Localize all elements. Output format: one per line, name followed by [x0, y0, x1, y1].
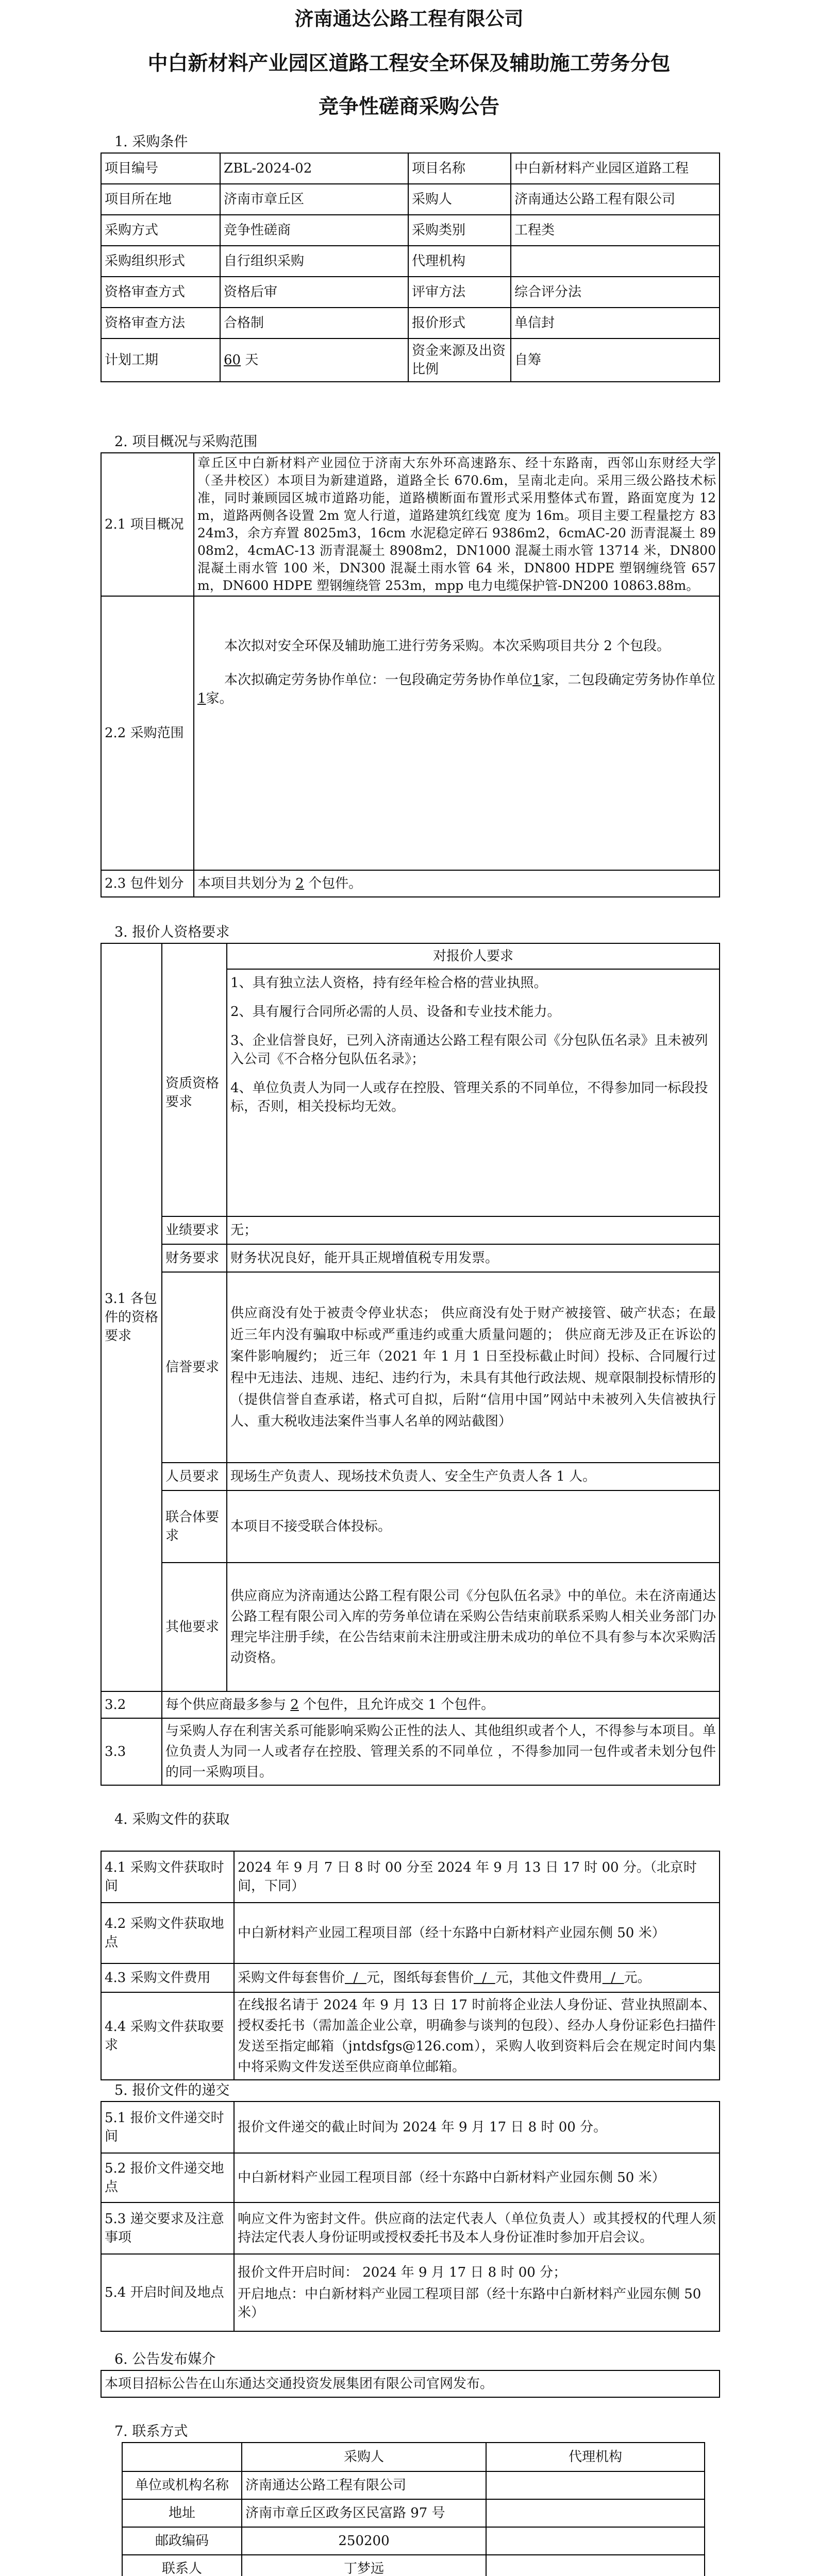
field-label: 3.2 [101, 1691, 162, 1718]
table-row [101, 1718, 720, 1785]
table-row [101, 215, 720, 246]
table-row [101, 943, 720, 969]
column-header: 对报价人要求 [227, 943, 720, 969]
field-value: 响应文件为密封文件。供应商的法定代表人（单位负责人）或其授权的代理人须持法定代表人身份证明或授权委托书及本人身份证准时参加开启会议。 [234, 2202, 720, 2254]
section-3 [0, 922, 818, 1786]
field-value: 济南通达公路工程有限公司 [511, 184, 720, 215]
table-row [101, 1463, 720, 1490]
section-1 [0, 132, 818, 382]
table-row [101, 1216, 720, 1244]
table-row [101, 2102, 720, 2153]
field-value: 济南市章丘区 [220, 184, 408, 215]
field-value [486, 2555, 705, 2576]
field-label: 联系人 [122, 2555, 242, 2576]
document-acquisition-table [101, 1851, 720, 2080]
field-value: 采购文件每套售价 / 元，图纸每套售价 / 元，其他文件费用 / 元。 [234, 1963, 720, 1992]
table-row [101, 338, 720, 382]
section-5-heading: 5. 报价文件的递交 [114, 2082, 230, 2098]
field-value [511, 246, 720, 277]
field-value: 报价文件开启时间： 2024 年 9 月 17 日 8 时 00 分； 开启地点：中白新材料产业园工程项目部（经十东路中白新材料产业园东侧 50 米） [234, 2254, 720, 2331]
field-label: 业绩要求 [162, 1216, 227, 1244]
section-3-heading: 3. 报价人资格要求 [114, 924, 230, 940]
field-label: 其他要求 [162, 1563, 227, 1691]
field-label: 项目所在地 [101, 184, 220, 215]
section-4-heading: 4. 采购文件的获取 [114, 1811, 230, 1827]
field-label: 代理机构 [408, 246, 511, 277]
field-value: 现场生产负责人、现场技术负责人、安全生产负责人各 1 人。 [227, 1463, 720, 1490]
table-row [122, 2555, 705, 2576]
field-value: 济南通达公路工程有限公司 [242, 2471, 486, 2499]
field-label: 财务要求 [162, 1244, 227, 1272]
duration-value: 60 [224, 352, 241, 368]
field-value: 报价文件递交的截止时间为 2024 年 9 月 17 日 8 时 00 分。 [234, 2102, 720, 2153]
field-label: 4.4 采购文件获取要求 [101, 1992, 234, 2080]
field-label: 资格审查方式 [101, 277, 220, 308]
field-value: 丁梦远 [242, 2555, 486, 2576]
field-label: 5.4 开启时间及地点 [101, 2254, 234, 2331]
table-row [101, 870, 720, 897]
field-label: 采购类别 [408, 215, 511, 246]
field-value: 中白新材料产业园工程项目部（经十东路中白新材料产业园东侧 50 米） [234, 2153, 720, 2202]
field-value: 无； [227, 1216, 720, 1244]
table-row [101, 2254, 720, 2331]
scope-paragraph: 本次拟对安全环保及辅助施工进行劳务采购。本次采购项目共分 2 个包段。 [224, 638, 671, 654]
project-title: 中白新材料产业园区道路工程安全环保及辅助施工劳务分包 [147, 52, 671, 75]
table-row [101, 1490, 720, 1563]
table-row [101, 453, 720, 596]
field-label: 人员要求 [162, 1463, 227, 1490]
field-label: 4.3 采购文件费用 [101, 1963, 234, 1992]
field-value: 财务状况良好，能开具正规增值税专用发票。 [227, 1244, 720, 1272]
field-value: 章丘区中白新材料产业园位于济南大东外环高速路东、经十东路南，西邻山东财经大学 （圣井校区）本项目为新建道路，道路全长 670.6m，呈南北走向。采用三级公路技术标准，同时兼顾园区城市道路功能，道路横断面布置形式采用整体式布置，路面宽度为 12m，道路两侧各设置 2m 宽人行道，道路建筑红线宽 度为 16m。项目主要工程量挖方 8324m3，余方弃置 8025m3，16cm 水泥稳定碎石 9386m2，6cmAC-20 沥青混凝土 8908m2，4cmAC-13 沥青混凝土 8908m2，DN1000 混凝土雨水管 13714 米，DN800 混凝土雨水管 100 米，DN300 混凝土雨水管 64 米，DN800 HDPE 塑钢缠绕管 657m，DN600 HDPE 塑钢缠绕管 253m，mpp 电力电缆保护管-DN200 10863.88m。 [194, 453, 720, 596]
project-overview-table [101, 452, 720, 897]
field-value: 2024 年 9 月 7 日 8 时 00 分至 2024 年 9 月 13 日 17 时 00 分。（北京时间，下同） [234, 1851, 720, 1903]
field-value [194, 596, 720, 870]
section-6-heading: 6. 公告发布媒介 [114, 2351, 216, 2367]
field-label: 信誉要求 [162, 1272, 227, 1463]
field-value: 竞争性磋商 [220, 215, 408, 246]
field-value: 合格制 [220, 308, 408, 338]
qualification-table [101, 943, 720, 1786]
field-label: 4.2 采购文件获取地点 [101, 1903, 234, 1963]
field-value: 250200 [242, 2527, 486, 2555]
column-header: 采购人 [242, 2443, 486, 2471]
table-row [122, 2443, 705, 2471]
field-value: 中白新材料产业园工程项目部（经十东路中白新材料产业园东侧 50 米） [234, 1903, 720, 1963]
field-value: 自筹 [511, 338, 720, 382]
list-item: 3、企业信誉良好，已列入济南通达公路工程有限公司《分包队伍名录》且未被列入公司《不合格分包队伍名录》； [230, 1033, 708, 1067]
field-label: 2.2 采购范围 [101, 596, 194, 870]
table-row [101, 153, 720, 184]
table-row [101, 2202, 720, 2254]
table-row [122, 2499, 705, 2527]
field-label: 采购方式 [101, 215, 220, 246]
table-row [101, 1244, 720, 1272]
table-row [101, 2370, 720, 2397]
field-label: 资格审查方法 [101, 308, 220, 338]
field-value: 与采购人存在利害关系可能影响采购公正性的法人、其他组织或者个人，不得参与本项目。单位负责人为同一人或者存在控股、管理关系的不同单位 ，不得参加同一包件或者未划分包件的同一采购项目。 [162, 1718, 720, 1785]
table-row [101, 1272, 720, 1463]
scope-paragraph: 本次拟确定劳务协作单位：一包段确定劳务协作单位1家，二包段确定劳务协作单位1家。 [197, 672, 715, 706]
media-table [101, 2370, 720, 2398]
field-label: 2.1 项目概况 [101, 453, 194, 596]
field-label: 采购人 [408, 184, 511, 215]
section-7-heading: 7. 联系方式 [114, 2424, 188, 2439]
field-value [227, 969, 720, 1216]
notice-type-title: 竞争性磋商采购公告 [318, 95, 499, 118]
field-label: 2.3 包件划分 [101, 870, 194, 897]
notice-header [0, 0, 818, 118]
section-2-heading: 2. 项目概况与采购范围 [114, 434, 258, 450]
field-label: 资质资格要求 [162, 969, 227, 1216]
field-label: 项目名称 [408, 153, 511, 184]
table-row [101, 1992, 720, 2080]
table-row [101, 1903, 720, 1963]
field-value: ZBL-2024-02 [220, 153, 408, 184]
field-value: 供应商没有处于被责令停业状态； 供应商没有处于财产被接管、破产状态；在最近三年内没有骗取中标或严重违约或重大质量问题的； 供应商无涉及正在诉讼的案件影响履约； 近三年（2021 年 1 月 1 日至投标截止时间）投标、合同履行过程中无违法、违规、违纪、违约行为，未具有其他行政法规、规章限制投标情形的（提供信誉自查承诺，格式可自拟，后附“信用中国”网站中未被列入失信被执行人、重大税收违法案件当事人名单的网站截图） [227, 1272, 720, 1463]
table-row [101, 2153, 720, 2202]
field-label: 采购组织形式 [101, 246, 220, 277]
field-value: 济南市章丘区政务区民富路 97 号 [242, 2499, 486, 2527]
table-row [101, 277, 720, 308]
field-value: 资格后审 [220, 277, 408, 308]
field-value: 在线报名请于 2024 年 9 月 13 日 17 时前将企业法人身份证、营业执照副本、授权委托书（需加盖企业公章，明确参与谈判的包段）、经办人身份证彩色扫描件发送至指定邮箱（jntdsfgs@126.com），采购人收到资料后会在规定时间内集中将采购文件发送至供应商单位邮箱。 [234, 1992, 720, 2080]
field-value: 每个供应商最多参与 2 个包件，且允许成交 1 个包件。 [162, 1691, 720, 1718]
contact-table [122, 2442, 705, 2576]
section-1-heading: 1. 采购条件 [114, 134, 188, 150]
field-label: 5.1 报价文件递交时间 [101, 2102, 234, 2153]
field-label: 4.1 采购文件获取时间 [101, 1851, 234, 1903]
field-value [486, 2527, 705, 2555]
field-label: 邮政编码 [122, 2527, 242, 2555]
column-header: 代理机构 [486, 2443, 705, 2471]
field-label: 报价形式 [408, 308, 511, 338]
list-item: 1、具有独立法人资格，持有经年检合格的营业执照。 [230, 975, 547, 991]
field-value [486, 2499, 705, 2527]
field-value [486, 2471, 705, 2499]
table-row [122, 2471, 705, 2499]
field-value: 本项目招标公告在山东通达交通投资发展集团有限公司官网发布。 [101, 2370, 720, 2397]
section-7 [0, 2421, 818, 2576]
field-value: 单信封 [511, 308, 720, 338]
field-value: 本项目共划分为 2 个包件。 [194, 870, 720, 897]
table-row [101, 969, 720, 1216]
company-title: 济南通达公路工程有限公司 [294, 7, 524, 30]
table-row [101, 1563, 720, 1691]
field-label: 3.1 各包件的资格要求 [101, 943, 162, 1691]
field-label: 资金来源及出资比例 [408, 338, 511, 382]
field-label: 5.3 递交要求及注意事项 [101, 2202, 234, 2254]
table-row [101, 308, 720, 338]
section-2 [0, 432, 818, 897]
list-item: 4、单位负责人为同一人或存在控股、管理关系的不同单位，不得参加同一标段投标，否则，相关投标均无效。 [230, 1080, 708, 1114]
submission-table [101, 2101, 720, 2332]
purchase-conditions-table [101, 152, 720, 382]
field-label: 评审方法 [408, 277, 511, 308]
field-value: 综合评分法 [511, 277, 720, 308]
section-5 [0, 2080, 818, 2332]
section-6 [0, 2349, 818, 2398]
table-row [101, 246, 720, 277]
field-label: 单位或机构名称 [122, 2471, 242, 2499]
field-label: 联合体要求 [162, 1490, 227, 1563]
field-value: 中白新材料产业园区道路工程 [511, 153, 720, 184]
field-value: 工程类 [511, 215, 720, 246]
table-row [122, 2527, 705, 2555]
field-value: 60 天 [220, 338, 408, 382]
field-label: 项目编号 [101, 153, 220, 184]
field-label: 5.2 报价文件递交地点 [101, 2153, 234, 2202]
section-4 [0, 1809, 818, 2080]
field-label: 地址 [122, 2499, 242, 2527]
table-row [101, 596, 720, 870]
table-row [101, 1963, 720, 1992]
list-item: 2、具有履行合同所必需的人员、设备和专业技术能力。 [230, 1004, 561, 1020]
field-value: 自行组织采购 [220, 246, 408, 277]
field-value: 供应商应为济南通达公路工程有限公司《分包队伍名录》中的单位。未在济南通达公路工程有限公司入库的劳务单位请在采购公告结束前联系采购人相关业务部门办理完毕注册手续，在公告结束前未注册或注册未成功的单位不具有参与本次采购活动资格。 [227, 1563, 720, 1691]
table-row [101, 184, 720, 215]
table-row [101, 1691, 720, 1718]
field-label: 计划工期 [101, 338, 220, 382]
field-value: 本项目不接受联合体投标。 [227, 1490, 720, 1563]
table-row [101, 1851, 720, 1903]
field-label: 3.3 [101, 1718, 162, 1785]
